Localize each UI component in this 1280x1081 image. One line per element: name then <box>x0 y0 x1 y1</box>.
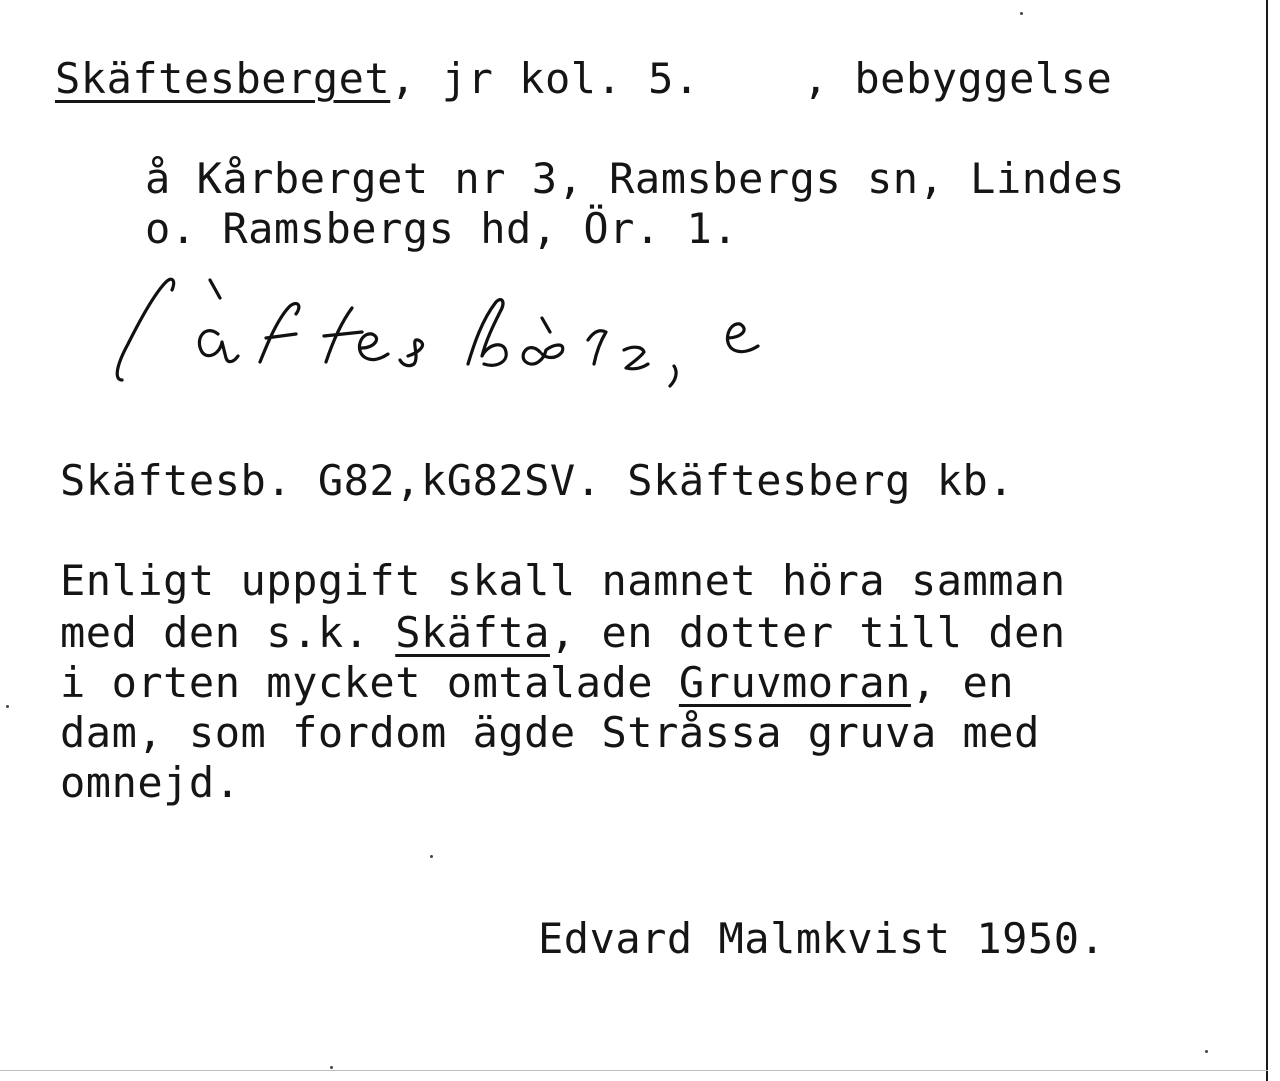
map-reference: Skäftesb. G82,kG82SV. Skäftesberg kb. <box>60 456 1015 505</box>
name-skafta: Skäfta <box>395 608 550 657</box>
note-line-4: dam, som fordom ägde Stråssa gruva med <box>60 708 1040 757</box>
card-bottom-edge <box>0 1070 1268 1071</box>
header-line <box>55 54 1113 103</box>
header-rest: , jr kol. 5. , bebyggelse <box>390 54 1113 103</box>
note-line-5: omnejd. <box>60 758 241 807</box>
name-gruvmoran: Gruvmoran <box>678 658 911 707</box>
scan-speck <box>430 855 433 858</box>
signature: Edvard Malmkvist 1950. <box>538 914 1106 963</box>
scan-speck <box>6 705 9 708</box>
location-line-1: å Kårberget nr 3, Ramsbergs sn, Lindes <box>145 154 1125 203</box>
location-line-2: o. Ramsbergs hd, Ör. 1. <box>145 204 739 253</box>
note-line-2-b: , en dotter till den <box>549 608 1066 657</box>
note-line-2-a: med den s.k. <box>60 608 396 657</box>
note-line-3-a: i orten mycket omtalade <box>60 658 679 707</box>
card-right-edge <box>1266 0 1268 1081</box>
scan-speck <box>1020 12 1023 15</box>
note-line-1: Enligt uppgift skall namnet höra samman <box>60 556 1066 605</box>
handwritten-pronunciation <box>110 268 790 388</box>
place-name: Skäftesberget <box>55 54 391 103</box>
scan-speck <box>1205 1050 1208 1053</box>
note-line-2 <box>60 608 1066 657</box>
scan-speck <box>330 1066 333 1069</box>
note-line-3 <box>60 658 1015 707</box>
note-line-3-b: , en <box>910 658 1015 707</box>
